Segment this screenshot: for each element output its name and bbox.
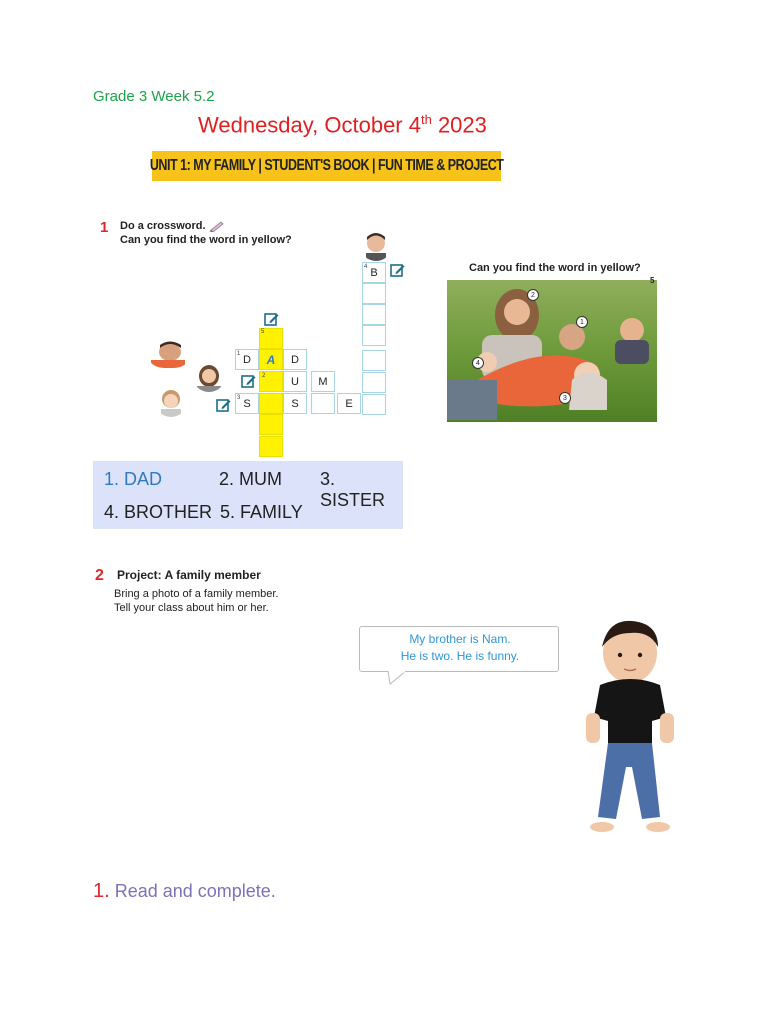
clue-number: 3 [237,395,241,401]
crossword-cell[interactable]: B [362,262,386,283]
crossword-cell[interactable]: S [235,393,259,414]
clue-number: 2 [262,373,266,379]
crossword-cell[interactable]: M [311,371,335,392]
exercise-1-instruction [120,220,225,232]
word-sister: 3. SISTER [320,469,386,510]
photo-number: 4 [472,357,484,369]
exercise-1-number: 1 [100,219,109,236]
instruction-line-2: Can you find the word in yellow? [120,234,292,246]
read-and-complete-heading [93,880,276,903]
crossword-cell[interactable] [311,393,335,414]
word-brother: 4. BROTHER [104,502,213,522]
date-main: Wednesday, October 4 [198,112,421,138]
crossword-cell[interactable] [362,283,386,304]
crossword-cell-yellow[interactable]: A [259,349,283,370]
pencil-edit-icon [216,398,231,413]
toddler-photo [580,617,680,839]
unit-banner [149,151,504,181]
crossword-cell[interactable] [362,325,386,346]
pencil-edit-icon [390,263,405,278]
crossword-cell[interactable]: D [235,349,259,370]
date-year: 2023 [431,112,487,138]
clue-number: 5 [261,329,265,335]
speech-bubble-tail [386,671,408,685]
dad-photo [148,338,190,368]
photo-number: 2 [527,289,539,301]
word-family: 5. FAMILY [220,502,303,522]
crossword-cell[interactable] [362,394,386,415]
photo-number: 3 [559,392,571,404]
crossword-cell[interactable]: S [283,393,307,414]
brother-photo [360,229,392,261]
crossword-cell[interactable]: U [283,371,307,392]
bubble-line-1: My brother is Nam. [409,632,511,646]
unit-banner-text: UNIT 1: MY FAMILY | STUDENT'S BOOK | FUN TIME & PROJECT [149,157,504,174]
photo-caption: Can you find the word in yellow? [469,262,641,274]
mum-photo [193,362,225,392]
crossword-cell[interactable]: E [337,393,361,414]
grade-week-label: Grade 3 Week 5.2 [93,88,215,105]
date-suffix: th [420,112,432,127]
family-photo [447,280,657,422]
exercise-2-number: 2 [95,567,104,584]
photo-number: 1 [576,316,588,328]
page-date [198,112,487,138]
exercise-2-line-2: Tell your class about him or her. [114,602,269,614]
pencil-edit-icon [264,312,279,327]
exercise-2-title: Project: A family member [117,568,261,582]
word-mum: 2. MUM [219,469,282,489]
crayon-icon [209,220,225,232]
crossword-cell-yellow[interactable] [259,393,283,414]
crossword-cell-yellow[interactable] [259,436,283,457]
instruction-line-1: Do a crossword. [120,220,206,232]
section-title: Read and complete. [109,881,276,901]
crossword-cell[interactable]: D [283,349,307,370]
crossword-cell[interactable] [362,350,386,371]
speech-bubble [359,626,559,672]
pencil-edit-icon [241,374,256,389]
bubble-line-2: He is two. He is funny. [400,649,520,663]
section-number: 1. [93,880,110,902]
photo-number: 5 [650,276,655,285]
crossword-cell[interactable] [362,304,386,325]
sister-photo [155,385,187,417]
exercise-2-line-1: Bring a photo of a family member. [114,588,279,600]
clue-number: 1 [237,351,241,357]
word-dad: 1. DAD [104,469,163,489]
word-bank [93,461,403,529]
crossword-cell[interactable] [362,372,386,393]
crossword-cell-yellow[interactable] [259,414,283,435]
clue-number: 4 [364,264,368,270]
